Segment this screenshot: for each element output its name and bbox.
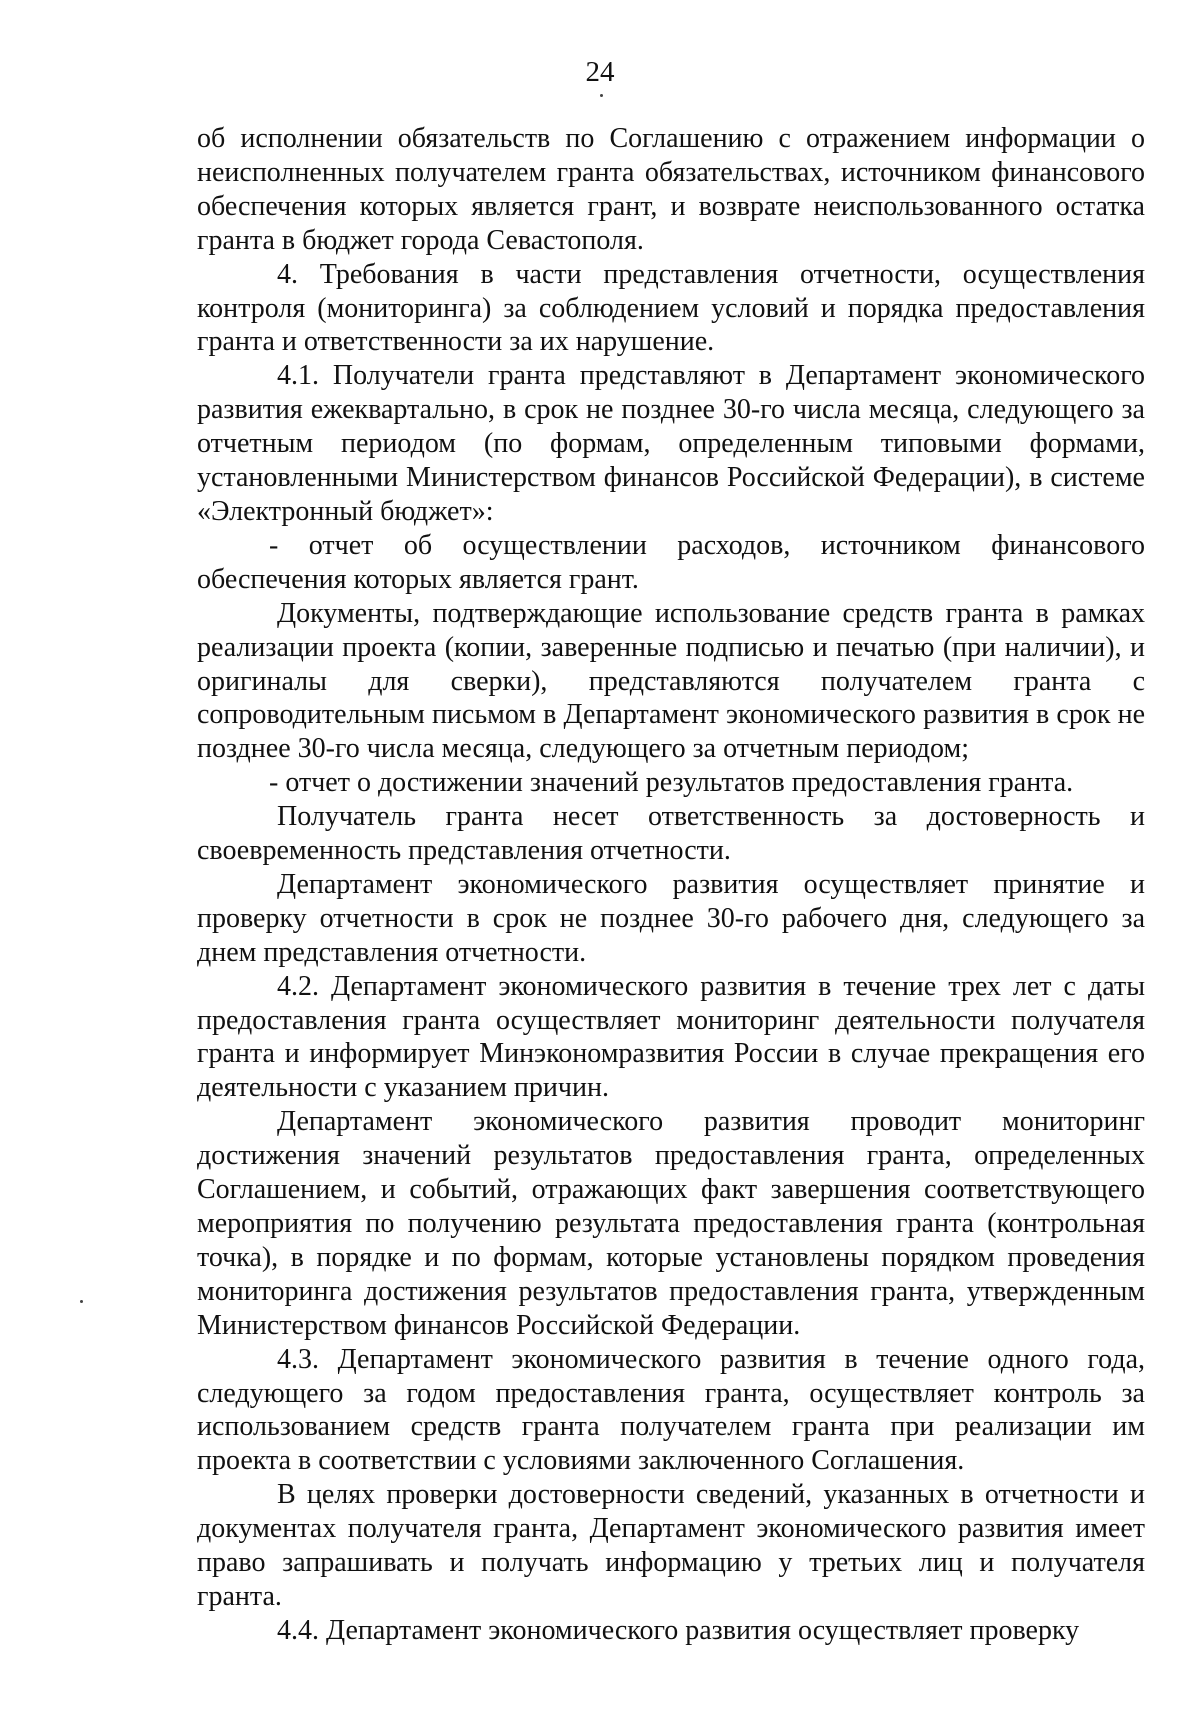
paragraph-4-3: 4.3. Департамент экономического развития в течение одного года, следующего за годом предоставления гранта, осуществляет контроль за использованием средств гранта получателем гранта при реализации им проекта в соответствии с условиями заключенного Соглашения.: [197, 1343, 1145, 1477]
paragraph-obligations-continuation: об исполнении обязательств по Соглашению с отражением информации о неисполненных получателем гранта обязательствах, источником финансового обеспечения которых является грант, и возврате неиспользованного остатка гранта в бюджет города Севастополя.: [197, 123, 1145, 256]
document-body: [197, 122, 1145, 1648]
paragraph-4-2: 4.2. Департамент экономического развития в течение трех лет с даты предоставления гранта осуществляет мониторинг деятельности получателя гранта и информирует Минэкономразвития России в случае прекращения его деятельности с указанием причин.: [197, 970, 1145, 1104]
scan-speck: [600, 94, 603, 97]
scan-speck: [80, 1300, 83, 1303]
paragraph-verification-rights: В целях проверки достоверности сведений, указанных в отчетности и документах получателя гранта, Департамент экономического развития имеет право запрашивать и получать информацию у третьих лиц и получателя гранта.: [197, 1479, 1145, 1612]
paragraph-results-monitoring: Департамент экономического развития проводит мониторинг достижения значений результатов предоставления гранта, определенных Соглашением, и событий, отражающих факт завершения соответствующего мероприятия по получению результата предоставления гранта (контрольная точка), в порядке и по формам, которые установлены порядком проведения мониторинга достижения результатов предоставления гранта, утвержденным Министерством финансов Российской Федерации.: [197, 1106, 1145, 1341]
paragraph-4-4: 4.4. Департамент экономического развития осуществляет проверку: [277, 1614, 1080, 1646]
page-number: 24: [585, 56, 615, 88]
paragraph-recipient-responsibility: Получатель гранта несет ответственность за достоверность и своевременность представления отчетности.: [197, 801, 1145, 867]
paragraph-supporting-documents: Документы, подтверждающие использование средств гранта в рамках реализации проекта (копии, заверенные подписью и печатью (при наличии), и оригиналы для сверки), представляются получателем гранта с сопроводительным письмом в Департамент экономического развития в срок не позднее 30-го числа месяца, следующего за отчетным периодом;: [197, 597, 1145, 765]
paragraph-4-1: 4.1. Получатели гранта представляют в Департамент экономического развития ежеквартально, в срок не позднее 30-го числа месяца, следующего за отчетным периодом (по формам, определенным типовыми формами, установленными Министерством финансов Российской Федерации), в системе «Электронный бюджет»:: [197, 360, 1145, 527]
paragraph-department-review: Департамент экономического развития осуществляет принятие и проверку отчетности в срок не позднее 30-го рабочего дня, следующего за днем представления отчетности.: [197, 868, 1145, 968]
paragraph-expense-report-item: - отчет об осуществлении расходов, источником финансового обеспечения которых является грант.: [197, 529, 1145, 595]
paragraph-section-4-heading: 4. Требования в части представления отчетности, осуществления контроля (мониторинга) за соблюдением условий и порядка предоставления гранта и ответственности за их нарушение.: [197, 258, 1145, 358]
paragraph-results-report-item: - отчет о достижении значений результатов предоставления гранта.: [269, 767, 1074, 799]
